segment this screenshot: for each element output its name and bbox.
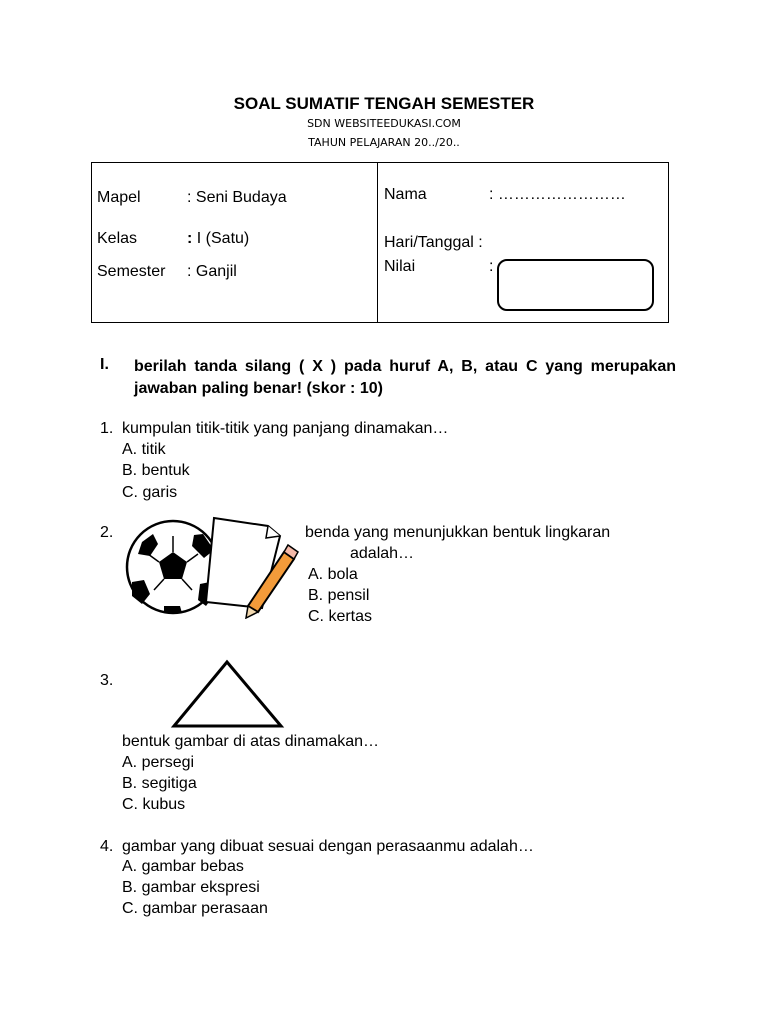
mapel-value: : Seni Budaya	[187, 189, 287, 206]
kelas-text: I (Satu)	[192, 230, 250, 247]
instruction-text: berilah tanda silang ( X ) pada huruf A, B, atau C yang merupakan jawaban paling benar! (skor : 10)	[134, 358, 676, 397]
page-title: SOAL SUMATIF TENGAH SEMESTER	[233, 94, 535, 113]
kelas-value	[187, 230, 249, 248]
kelas-colon: :	[187, 230, 193, 247]
q2-option-a: A. bola	[308, 566, 358, 583]
ball-and-paper-illustration	[120, 514, 305, 619]
nama-value: : ……………………	[489, 186, 626, 203]
q4-option-a: A. gambar bebas	[122, 858, 244, 875]
nilai-score-box	[497, 259, 654, 311]
section-number: I.	[100, 356, 109, 373]
hari-tanggal-label: Hari/Tanggal :	[384, 234, 483, 251]
q1-option-c: C. garis	[122, 484, 178, 501]
nilai-colon: :	[489, 258, 494, 275]
q4-option-b: B. gambar ekspresi	[122, 879, 260, 896]
q4-number: 4.	[100, 838, 114, 855]
q3-option-b: B. segitiga	[122, 775, 197, 792]
kelas-label: Kelas	[97, 230, 138, 247]
q3-text: bentuk gambar di atas dinamakan…	[122, 733, 380, 750]
triangle-icon	[170, 658, 285, 730]
mapel-label: Mapel	[97, 189, 141, 206]
q2-text-line1: benda yang menunjukkan bentuk lingkaran	[305, 524, 611, 541]
q2-option-b: B. pensil	[308, 587, 370, 604]
q2-number: 2.	[100, 524, 114, 541]
nilai-label: Nilai	[384, 258, 416, 275]
q3-option-a: A. persegi	[122, 754, 195, 771]
q1-text: kumpulan titik-titik yang panjang dinamakan…	[122, 420, 449, 437]
q1-number: 1.	[100, 420, 114, 437]
semester-value: : Ganjil	[187, 263, 237, 280]
q2-option-c: C. kertas	[308, 608, 373, 625]
q3-number: 3.	[100, 672, 114, 689]
q4-option-c: C. gambar perasaan	[122, 900, 268, 917]
academic-year: TAHUN PELAJARAN 20../20..	[308, 136, 460, 149]
box-divider	[377, 163, 378, 322]
q1-option-a: A. titik	[122, 441, 166, 458]
q2-text-line2: adalah…	[350, 545, 415, 562]
school-name: SDN WEBSITEEDUKASI.COM	[307, 117, 461, 130]
q4-text: gambar yang dibuat sesuai dengan perasaanmu adalah…	[122, 838, 534, 855]
soccer-ball-icon	[127, 521, 219, 613]
q1-option-b: B. bentuk	[122, 462, 190, 479]
nama-label: Nama	[384, 186, 427, 203]
semester-label: Semester	[97, 263, 166, 280]
q3-option-c: C. kubus	[122, 796, 186, 813]
